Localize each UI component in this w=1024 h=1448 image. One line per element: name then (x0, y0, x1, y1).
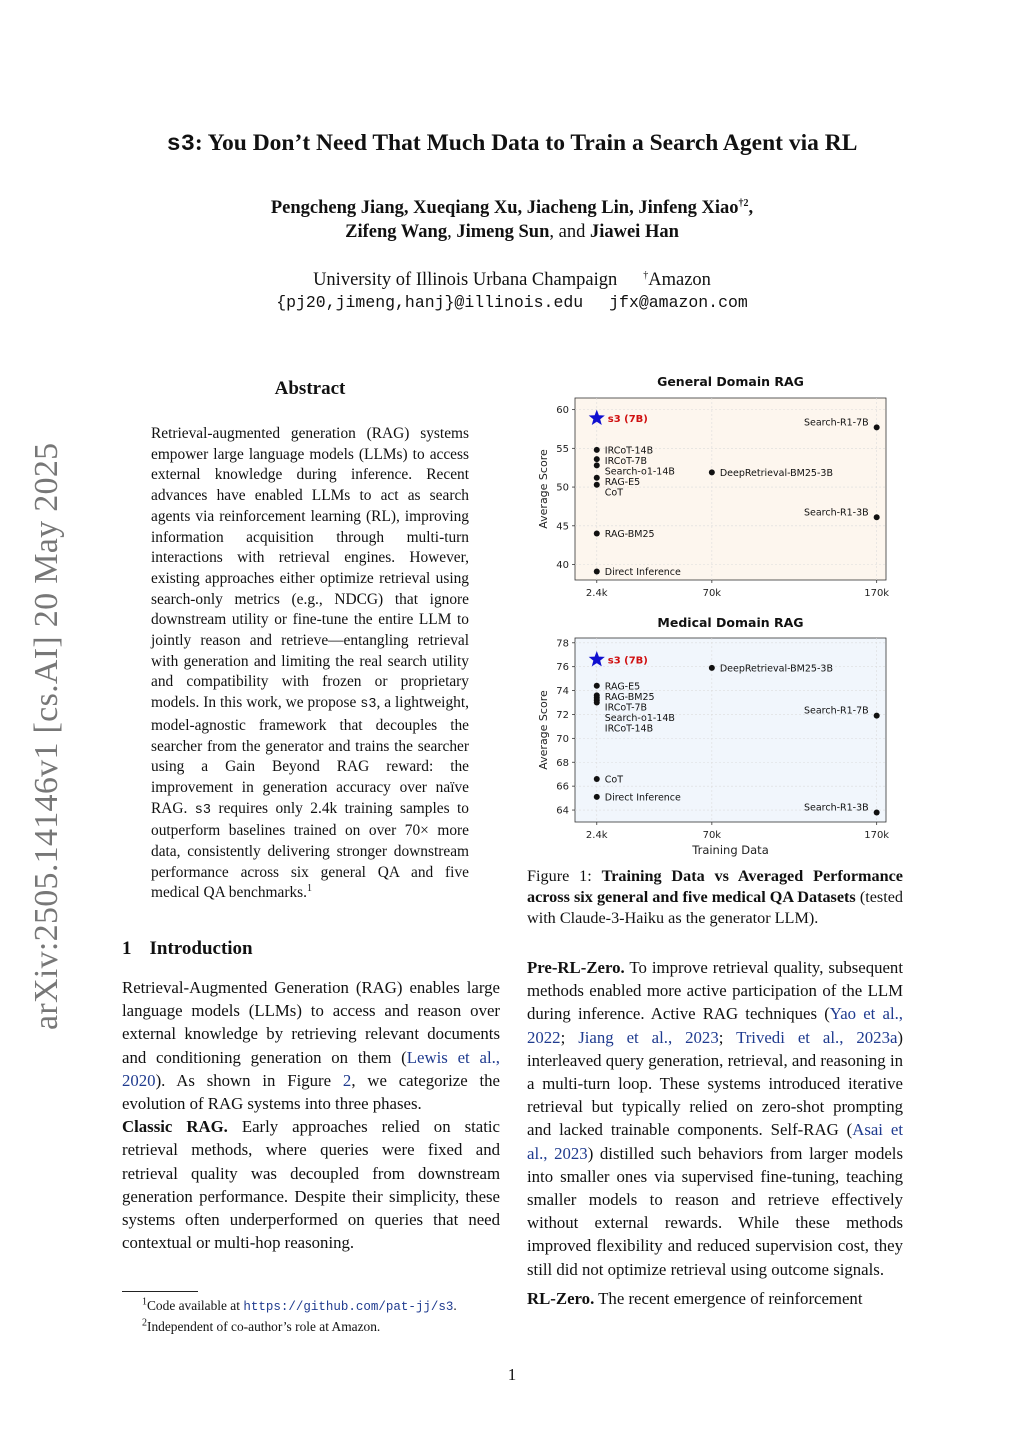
section-heading (122, 938, 253, 960)
abstract-code: s3 (360, 697, 377, 713)
footnote-mark: 1 (142, 1296, 147, 1308)
data-point (594, 447, 600, 453)
left-column-body (122, 976, 500, 1254)
y-tick-label: 72 (556, 709, 569, 721)
y-tick-label: 68 (556, 757, 569, 769)
y-tick-label: 60 (556, 405, 569, 417)
page-number: 1 (507, 1365, 517, 1384)
figure-ref-link[interactable]: 2 (342, 1070, 352, 1090)
citation-link[interactable]: Lewis et al., 2020 (122, 1047, 500, 1090)
x-tick-label: 2.4k (585, 830, 608, 841)
x-tick-label: 70k (702, 588, 722, 599)
data-label: s3 (7B) (607, 414, 648, 426)
x-tick-label: 70k (702, 830, 722, 841)
data-point (874, 809, 880, 815)
caption-bold: Training Data vs Averaged Performance across six general and five medical QA Datasets (527, 867, 903, 906)
data-label: Search-R1-3B (803, 507, 869, 519)
affiliation-uiuc: University of Illinois Urbana Champaign (313, 270, 618, 290)
data-point (594, 482, 600, 488)
author-name: Zifeng Wang (345, 222, 448, 242)
figure-1-scatter-plots (528, 368, 900, 868)
data-point (594, 462, 600, 468)
paragraph-text: ; (560, 1027, 579, 1047)
author-line-2 (0, 220, 1024, 244)
paragraph (527, 956, 903, 1281)
paragraph-text: , we categorize the evolution of RAG systems into three phases. (122, 1070, 501, 1114)
y-tick-label: 78 (556, 638, 569, 650)
footnote-mark: 1 (307, 883, 312, 895)
data-label: DeepRetrieval-BM25-3B (719, 663, 833, 675)
abstract-code: s3 (194, 802, 211, 818)
citation-link[interactable]: Yao et al., 2022 (527, 1004, 903, 1047)
paragraph-heading: Classic RAG. (122, 1117, 228, 1137)
x-axis-label: Training Data (692, 843, 769, 857)
figure-caption (527, 866, 903, 929)
y-tick-label: 76 (556, 662, 569, 674)
data-label: IRCoT-7B (604, 455, 648, 467)
data-point (874, 424, 880, 430)
author-sep: , and (549, 222, 590, 242)
paragraph (122, 976, 500, 1115)
data-point (709, 469, 715, 475)
y-tick-label: 70 (556, 733, 569, 745)
paragraph (122, 1115, 500, 1254)
email-amazon: jfx@amazon.com (609, 293, 748, 312)
x-tick-label: 170k (864, 830, 890, 841)
abstract-text: , a lightweight, model-agnostic framework that decouples the searcher from the generator and trains the searcher using a Gain Beyond RAG reward: the improvement in generation accuracy over naïve RAG. (151, 694, 469, 817)
data-label: Search-o1-14B (604, 712, 675, 724)
data-point (594, 568, 600, 574)
right-column-body (527, 956, 903, 1310)
data-label: IRCoT-14B (604, 445, 654, 457)
data-point (594, 794, 600, 800)
data-label: IRCoT-7B (604, 702, 648, 714)
y-axis-label: Average Score (537, 690, 550, 770)
footnote-2 (142, 1317, 457, 1336)
caption-text: (tested with Claude-3-Haiku as the generator LLM). (527, 888, 903, 927)
data-label: Search-R1-3B (803, 802, 869, 814)
y-tick-label: 66 (556, 781, 569, 793)
authors-line1-end: , (748, 198, 754, 218)
footnote-mark: 2 (142, 1317, 147, 1329)
chart-title: Medical Domain RAG (657, 615, 804, 630)
abstract-body (151, 424, 469, 904)
y-axis-label: Average Score (537, 449, 550, 529)
paragraph-text: ; (718, 1027, 737, 1047)
paragraph-text: ) interleaved query generation, retrieval, and reasoning in a multi-turn loop. These systems introduced iterative retrieval but typically relied on zero-shot prompting and lacked trainable components. Self-RAG ( (527, 1027, 904, 1140)
title-text: : You Don’t Need That Much Data to Train a Search Agent via RL (194, 130, 858, 156)
data-point (874, 713, 880, 719)
arxiv-identifier: arXiv:2505.14146v1 [cs.AI] 20 May 2025 (28, 442, 65, 1030)
data-label: DeepRetrieval-BM25-3B (719, 467, 833, 479)
paragraph-text: The recent emergence of reinforcement (594, 1288, 863, 1308)
data-point (594, 700, 600, 706)
authors-line1-text: Pengcheng Jiang, Xueqiang Xu, Jiacheng Lin, Jinfeng Xiao (270, 198, 739, 218)
affiliation-line (0, 268, 1024, 293)
y-tick-label: 74 (556, 686, 569, 698)
data-label: RAG-E5 (604, 681, 641, 693)
footnote-1 (142, 1296, 457, 1317)
author-name: Jiawei Han (589, 222, 679, 242)
data-point (594, 776, 600, 782)
data-point (594, 531, 600, 537)
y-tick-label: 45 (556, 521, 569, 533)
paragraph-text: Early approaches relied on static retrieval methods, where queries were fixed and retrieval quality was decoupled from downstream generation performance. Despite their simplicity, these systems often underperformed on queries that need contextual or multi-hop reasoning. (122, 1117, 500, 1253)
footnote-text: Independent of co-author’s role at Amazon. (147, 1319, 381, 1334)
data-point (594, 475, 600, 481)
author-list (0, 196, 1024, 244)
y-tick-label: 40 (556, 560, 569, 572)
author-affil-mark: †2 (738, 197, 749, 209)
paragraph (527, 1287, 903, 1310)
author-line-1 (0, 196, 1024, 220)
data-label: CoT (604, 774, 624, 786)
email-line (0, 293, 1024, 312)
affiliation-mark: † (643, 269, 649, 281)
paragraph-text: Retrieval-Augmented Generation (RAG) enables large language models (LLMs) to access and reason over external knowledge by retrieving relevant documents and conditioning generation on them ( (122, 978, 500, 1067)
data-label: CoT (604, 487, 624, 499)
abstract-heading: Abstract (274, 378, 346, 399)
email-uiuc: {pj20,jimeng,hanj}@illinois.edu (276, 293, 584, 312)
paragraph-heading: Pre-RL-Zero. (527, 958, 625, 977)
footnote-text: . (453, 1298, 457, 1313)
data-label: RAG-E5 (604, 476, 641, 488)
paper-title (0, 130, 1024, 158)
section-title: Introduction (149, 938, 253, 959)
data-label: Search-R1-7B (803, 705, 869, 717)
footnote-rule (122, 1291, 198, 1292)
data-label: s3 (7B) (607, 655, 648, 667)
author-sep: , (447, 222, 457, 242)
data-label: Direct Inference (604, 792, 681, 804)
affiliation-amazon: Amazon (648, 270, 711, 290)
paragraph-text: ) distilled such behaviors from larger models into smaller ones via supervised fine-tuning, teaching smaller models to reason and retrieve effectively without external rewards. While these methods improved flexibility and reduced supervision cost, they still did not optimize retrieval using outcome signals. (527, 1143, 903, 1279)
paragraph-text: ). As shown in Figure (155, 1070, 343, 1090)
data-point (709, 665, 715, 671)
paragraph-text: To improve retrieval quality, subsequent methods enabled more active participation of the LLM during inference. Active RAG techniques ( (527, 958, 903, 1024)
data-label: RAG-BM25 (604, 529, 655, 541)
y-tick-label: 55 (556, 443, 569, 455)
data-point (594, 683, 600, 689)
abstract-text: Retrieval-augmented generation (RAG) systems empower large language models (LLMs) to access external knowledge during inference. Recent advances have enabled LLMs to act as search agents via reinforcement learning (RL), improving information acquisition through multi-turn interactions with retrieval engines. However, existing approaches either optimize retrieval using search-only metrics (e.g., NDCG) that ignore downstream utility or fine-tune the entire LLM to jointly reason and retrieve—entangling retrieval with generation and limiting the real search utility and compatibility with frozen or proprietary models. In this work, we propose (151, 425, 469, 712)
data-label: Direct Inference (604, 566, 681, 578)
data-label: IRCoT-14B (604, 723, 654, 735)
title-code: s3 (166, 131, 195, 158)
data-label: Search-o1-14B (604, 466, 675, 478)
footnote-text: Code available at (147, 1298, 244, 1313)
y-tick-label: 64 (556, 805, 569, 817)
data-point (594, 456, 600, 462)
code-url-link[interactable]: https://github.com/pat-jj/s3 (243, 1300, 454, 1314)
abstract-text: requires only 2.4k training samples to outperform baselines trained on over 70× more data, consistently delivering stronger downstream performance across six general QA and five medical QA benchmarks. (151, 799, 469, 902)
chart-title: General Domain RAG (657, 374, 804, 389)
citation-link[interactable]: Trivedi et al., 2023a (736, 1027, 898, 1047)
x-tick-label: 170k (864, 588, 890, 599)
citation-link[interactable]: Jiang et al., 2023 (578, 1027, 719, 1047)
data-point (874, 514, 880, 520)
author-name: Jimeng Sun (456, 222, 550, 242)
footnotes (142, 1296, 457, 1336)
y-tick-label: 50 (556, 482, 569, 494)
citation-link[interactable]: Asai et al., 2023 (527, 1120, 903, 1163)
x-tick-label: 2.4k (585, 588, 608, 599)
section-number: 1 (122, 938, 132, 959)
data-label: RAG-BM25 (604, 691, 655, 703)
data-label: Search-R1-7B (803, 417, 869, 429)
paragraph-heading: RL-Zero. (527, 1288, 595, 1308)
caption-label: Figure 1: (527, 867, 602, 885)
